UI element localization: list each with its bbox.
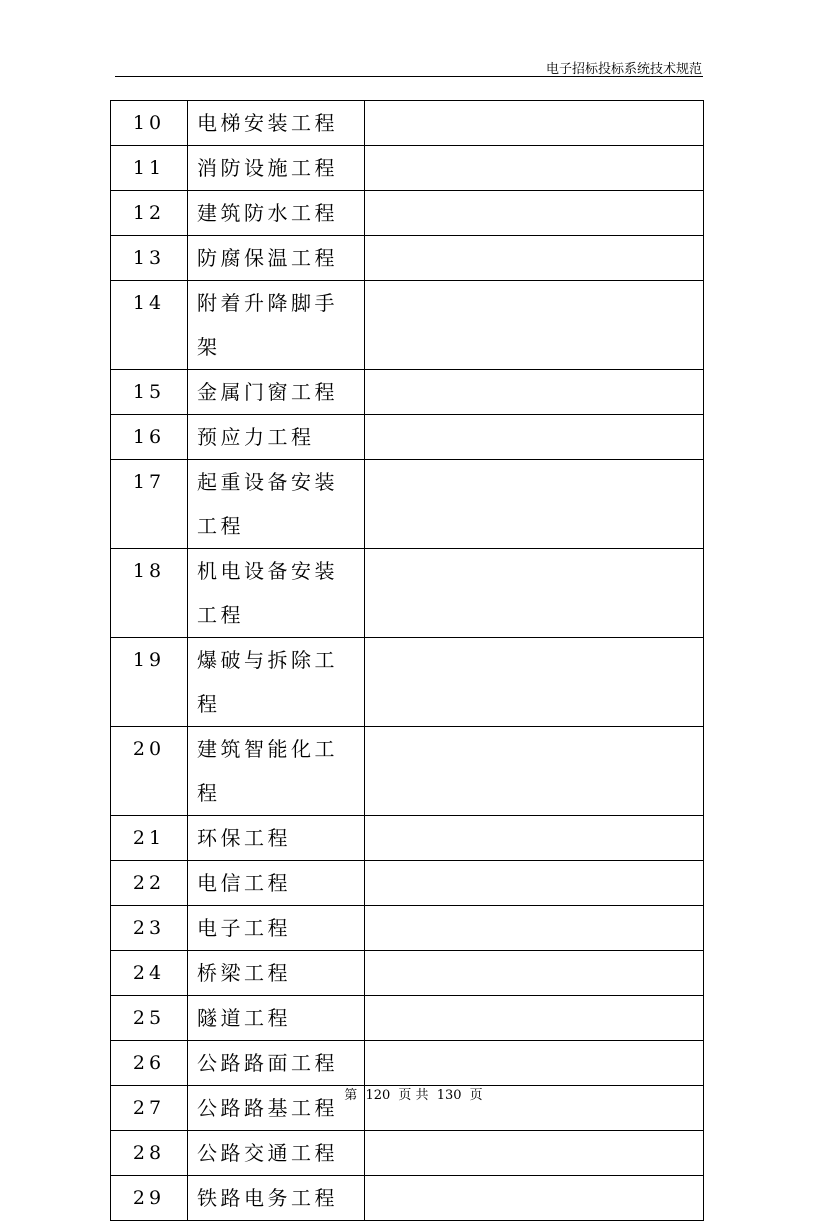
project-name: 爆破与拆除工程 xyxy=(188,638,365,727)
running-header: 电子招标投标系统技术规范 xyxy=(545,62,702,77)
row-note xyxy=(365,727,704,816)
header-rule xyxy=(115,76,703,77)
row-number: 13 xyxy=(111,236,188,281)
table-row xyxy=(111,146,704,191)
project-table xyxy=(110,100,704,1221)
table-row xyxy=(111,861,704,906)
project-name: 电梯安装工程 xyxy=(188,101,365,146)
row-note xyxy=(365,460,704,549)
table-row xyxy=(111,191,704,236)
row-note xyxy=(365,816,704,861)
row-number: 28 xyxy=(111,1131,188,1176)
table-row xyxy=(111,1176,704,1221)
project-name: 环保工程 xyxy=(188,816,365,861)
table-row xyxy=(111,951,704,996)
row-note xyxy=(365,101,704,146)
row-note xyxy=(365,951,704,996)
project-name: 公路路面工程 xyxy=(188,1041,365,1086)
footer-prefix: 第 xyxy=(344,1088,358,1103)
row-note xyxy=(365,146,704,191)
table-row xyxy=(111,549,704,638)
table-row xyxy=(111,727,704,816)
table-row xyxy=(111,906,704,951)
row-number: 10 xyxy=(111,101,188,146)
row-number: 26 xyxy=(111,1041,188,1086)
project-name: 电子工程 xyxy=(188,906,365,951)
row-number: 16 xyxy=(111,415,188,460)
project-name: 电信工程 xyxy=(188,861,365,906)
row-number: 14 xyxy=(111,281,188,370)
row-note xyxy=(365,191,704,236)
table-row xyxy=(111,370,704,415)
project-name: 起重设备安装工程 xyxy=(188,460,365,549)
row-note xyxy=(365,996,704,1041)
total-pages-number: 130 xyxy=(436,1088,462,1103)
row-note xyxy=(365,281,704,370)
project-name: 防腐保温工程 xyxy=(188,236,365,281)
project-name: 附着升降脚手架 xyxy=(188,281,365,370)
row-note xyxy=(365,415,704,460)
table-row xyxy=(111,101,704,146)
row-note xyxy=(365,861,704,906)
row-note xyxy=(365,549,704,638)
project-name: 建筑智能化工程 xyxy=(188,727,365,816)
project-name: 隧道工程 xyxy=(188,996,365,1041)
row-number: 11 xyxy=(111,146,188,191)
table-row xyxy=(111,236,704,281)
row-number: 12 xyxy=(111,191,188,236)
table-row xyxy=(111,460,704,549)
project-name: 公路路基工程 xyxy=(188,1086,365,1131)
row-number: 22 xyxy=(111,861,188,906)
project-name: 桥梁工程 xyxy=(188,951,365,996)
table-row xyxy=(111,1041,704,1086)
row-number: 15 xyxy=(111,370,188,415)
row-note xyxy=(365,236,704,281)
row-number: 21 xyxy=(111,816,188,861)
footer-suffix: 页 xyxy=(469,1088,483,1103)
row-number: 25 xyxy=(111,996,188,1041)
project-name: 铁路电务工程 xyxy=(188,1176,365,1221)
row-number: 24 xyxy=(111,951,188,996)
row-number: 27 xyxy=(111,1086,188,1131)
row-note xyxy=(365,638,704,727)
row-note xyxy=(365,906,704,951)
project-name: 消防设施工程 xyxy=(188,146,365,191)
table-row xyxy=(111,415,704,460)
table-row xyxy=(111,816,704,861)
page-footer xyxy=(0,1084,827,1103)
project-name: 公路交通工程 xyxy=(188,1131,365,1176)
row-note xyxy=(365,370,704,415)
project-name: 金属门窗工程 xyxy=(188,370,365,415)
row-number: 18 xyxy=(111,549,188,638)
project-name: 建筑防水工程 xyxy=(188,191,365,236)
row-note xyxy=(365,1041,704,1086)
table-row xyxy=(111,281,704,370)
table-row xyxy=(111,638,704,727)
row-number: 19 xyxy=(111,638,188,727)
table-row xyxy=(111,996,704,1041)
footer-middle: 页 共 xyxy=(398,1088,429,1103)
project-name: 预应力工程 xyxy=(188,415,365,460)
row-number: 20 xyxy=(111,727,188,816)
project-name: 机电设备安装工程 xyxy=(188,549,365,638)
current-page-number: 120 xyxy=(365,1088,391,1103)
row-number: 23 xyxy=(111,906,188,951)
row-number: 29 xyxy=(111,1176,188,1221)
row-number: 17 xyxy=(111,460,188,549)
row-note xyxy=(365,1176,704,1221)
